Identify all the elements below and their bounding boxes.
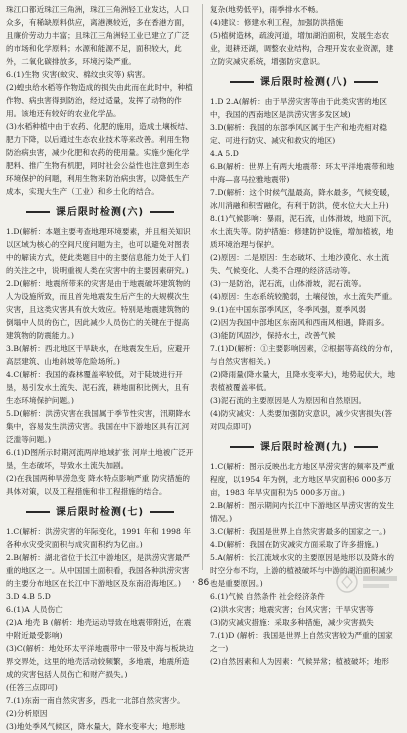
answer-paragraph: 2.D(解析：地震所带来的灾害是由于地震破坏建筑物的人为设施所致，而且首先地震发生后产生的大规模次生灾害，且这类灾害具有放大效应。特别是地震建筑物的倒塌中人员的伤亡，因此减少人员伤亡的关键在于提高建筑物的防震能力。) — [6, 279, 191, 340]
answer-paragraph: 7.(1)D(解析：①主要影响因素，②根据等高线的分布，与自然灾害相关。) — [210, 344, 398, 366]
right-top-block — [210, 3, 398, 68]
answer-paragraph: 3.C(解析：我国是世界上自然灾害最多的国家之一。) — [210, 527, 386, 536]
answer-paragraph: (5)植树造林，疏浚河道，增加湖泊面积，发展生态农业，退耕还湖，调整农业结构，合理开发农业资源，建立防灾减灾系统，增强防灾意识。 — [210, 31, 394, 66]
answer-paragraph: 4.C(解析：我国的森林覆盖率较低，对于陡坡进行开垦，易引发水土流失、泥石流，耕地面积比例大，且有生态环境保护问题。) — [6, 370, 190, 405]
answer-paragraph: (2)在我国两种旱涝急变 降水特点影响严重 防灾措施的具体对策，以及工程措施和非工程措施的结合。 — [6, 474, 190, 496]
answer-paragraph: (3)水稻种植中由于农药、化肥的施用，造成土壤板结、肥力下降，以后通过生态农业技术等来改善。利用生物防治病虫害，减少化肥和农药的使用量。实施少施化学肥料、推广生物有机肥，同时社会公益性也注意到生态环境保护的问题，利用生物来防治病虫害，以降低生产成本，实现大生产（工业）和乡土化的结合。 — [6, 122, 193, 196]
answer-paragraph: 7.D(解析：这个时候气温最高，降水最多，气候变暖，冰川消融和积雪融化，有利于防洪，使水位大大上升) — [210, 188, 395, 210]
answer-paragraph: 6.(1)A 人员伤亡 — [6, 605, 63, 614]
section-7-block — [6, 525, 194, 733]
section-6-block — [6, 225, 194, 498]
answer-paragraph: 4.A 5.D — [210, 149, 239, 158]
left-column — [6, 3, 194, 731]
section-9-block — [210, 460, 398, 668]
right-column — [210, 3, 398, 666]
answer-paragraph: 珠江口都近珠江三角洲，珠江三角洲轻工业发达，人口众多，有稀缺原料供应，离港澳较近，多在香港方面，且廉价劳动力丰富；且珠江三角洲轻工业已建立了广泛的市场和化学原料；水源和能源不足，面积较大，此外，二氧化碳排放多，环境污染严重。 — [6, 5, 190, 66]
answer-paragraph: 1.C(解析：洪涝灾害的年际变化，1991 年和 1998 年各种水灾受灾面积与成灾面积约为亿亩。) — [6, 527, 191, 549]
section-heading-9: 课后限时检测(九) — [210, 441, 398, 454]
watermark-logo-icon — [333, 566, 403, 598]
answer-paragraph: (2)降雨量(降水量大，且降水变率大)，地势起伏大，地表植被覆盖率低。 — [210, 370, 396, 392]
answer-paragraph: (2)蝗虫给水稻等作物造成的损失由此而在此时中，种植作物、病虫害得到防治，经过适量，发挥了动物的作用。该地还有较好的农业化学品。 — [6, 83, 193, 118]
answer-paragraph: 3.D 4.B 5.D — [6, 592, 51, 601]
answer-paragraph: 6.B(解析：世界上有两大地震带：环太平洋地震带和地中海—喜马拉雅地震带) — [210, 162, 395, 184]
answer-paragraph: 3.B(解析：西北地区干旱缺水，在地震发生后，应避开高层建筑、山地斜坡等危险场所。) — [6, 344, 191, 366]
section-8-block — [210, 95, 398, 433]
answer-paragraph: 1.D(解析：本题主要考查地理环境要素，并且相关知识以区域为核心的空间尺度问题为主，也可以避免对图表中的解读方式，使此类题目中的主要信息能力处于人们的关注之中，说明重视人类在灾害中的主要因素研究。) — [6, 227, 191, 275]
answer-paragraph: 复杂(地势低平)，雨季排水不畅。 — [210, 5, 324, 14]
section-heading-6: 课后限时检测(六) — [6, 206, 194, 219]
answer-paragraph: 7.(1)D (解析：我国是世界上自然灾害较为严重的国家之一) — [210, 631, 393, 653]
answer-paragraph: (2)A 地壳 B (解析：地壳运动导致在地震带附近，在震中附近最受影响) — [6, 618, 192, 640]
page-number: · 86 · — [192, 578, 215, 588]
answer-paragraph: 3.D(解析：我国的东部季风区属于生产和地壳相对稳定、可进行防灾、减灾和救灾的地区) — [210, 123, 388, 145]
answer-paragraph: 6.(1)D图所示时期河流两岸地域扩张 河岸土地被广泛开垦，生态破坏，导致水土流失加剧。 — [6, 448, 194, 470]
answer-paragraph: (4)防灾减灾：人类要加强防灾意识，减少灾害损失(答对四点即可) — [210, 409, 393, 431]
answer-paragraph: (任答三点即可) — [6, 683, 58, 692]
answer-paragraph: (2)分析原因 — [6, 709, 48, 718]
answer-paragraph: 8.(1)气候影响：暴雨，泥石流，山体滑坡，地面下沉，水土流失等。防护措施：修建防护设施，增加植被，地质环境治理与保护。 — [210, 214, 397, 249]
answer-paragraph: 1.C(解析：图示反映出北方地区旱涝灾害的频率及严重程度，以1954 年为例，北方地区旱灾面积6 000多万亩，1983 年旱灾面积为5 000多万亩。) — [210, 462, 395, 497]
answer-paragraph: (2)因为我国中部地区东南风和西南风相遇，降雨多。 — [210, 318, 390, 327]
answer-paragraph: (3)一是防治，泥石流，山体滑坡，泥石流等。 — [210, 279, 367, 288]
answer-paragraph: (2)洪水灾害；地震灾害；台风灾害；干旱灾害等 — [210, 605, 374, 614]
answer-paragraph: 6.(1)生物 灾害(蚊灾、棉纹虫灾等) 病害。 — [6, 70, 150, 79]
answer-paragraph: 5.D(解析：洪涝灾害在我国属于季节性灾害，汛期降水集中，容易发生洪涝灾害。我国在中下游地区具有江河泛滥等问题。) — [6, 409, 191, 444]
answer-paragraph: 1.D 2.A(解析：由于旱涝灾害等由于此类灾害的地区中，我国的西南地区是洪涝灾害多发区域) — [210, 97, 388, 119]
answer-paragraph: (3)能防风固沙，保持水土，改善气候 — [210, 331, 336, 340]
answer-paragraph: (4)原因：生态系统较脆弱，土壤侵蚀，水土流失严重。 — [210, 292, 397, 301]
answer-paragraph: (3)泥石流的主要原因是人为原因和自然原因。 — [210, 396, 367, 405]
answer-paragraph: (3)C(解析：地处环太平洋地震带中一带及中海与板块边界交界处，这里的地壳活动较频繁，多地震，地震所造成的灾害包括人员伤亡和财产损失。) — [6, 644, 194, 679]
answer-paragraph: (3)防灾减灾措施：采取多种措施，减少灾害损失 — [210, 618, 374, 627]
answer-paragraph: 6.(1)气候 自然条件 社会经济条件 — [210, 592, 325, 601]
answer-paragraph: 2.B(解析：图示期间内长江中下游地区旱涝灾害的发生情况。) — [210, 501, 395, 523]
answer-paragraph: (4)建议：修建水利工程，加强防洪措施 — [210, 18, 344, 27]
section-heading-7: 课后限时检测(七) — [6, 506, 194, 519]
answer-paragraph: 2.B(解析：湖北省位于长江中游地区，是洪涝灾害最严重的地区之一。从中国国土面积看，我国各种洪涝灾害的主要分布地区在长江中下游地区及东南沿海地区。) — [6, 553, 191, 588]
answer-paragraph: 5.A(解析：长江流域水灾的主要原因是地形以及降水的时空分布不均，上游的植被破坏与中游的湖泊面积减少也是重要原因。) — [210, 553, 395, 588]
answer-paragraph: 9.(1)在中国东部季风区，冬季风强，夏季风弱 — [210, 305, 366, 314]
answer-paragraph: (3)地处季风气候区，降水量大，降水变率大；地形地 — [6, 722, 186, 731]
column-divider — [202, 4, 203, 570]
left-top-block — [6, 3, 194, 198]
answer-paragraph: (2)原因：二是原因：生态破坏、土地沙漠化、水土流失、气候变化、人类不合理的经济活动等。 — [210, 253, 390, 275]
answer-paragraph: 7.(1)东南一南自然灾害多，西北一北部自然灾害少。 — [6, 696, 185, 705]
section-heading-8: 课后限时检测(八) — [210, 76, 398, 89]
answer-paragraph: (2)自然因素和人为因素：气候异常；植被破坏；地形 — [210, 657, 390, 666]
answer-paragraph: 4.D(解析：我国在防灾减灾方面采取了许多措施。) — [210, 540, 379, 549]
